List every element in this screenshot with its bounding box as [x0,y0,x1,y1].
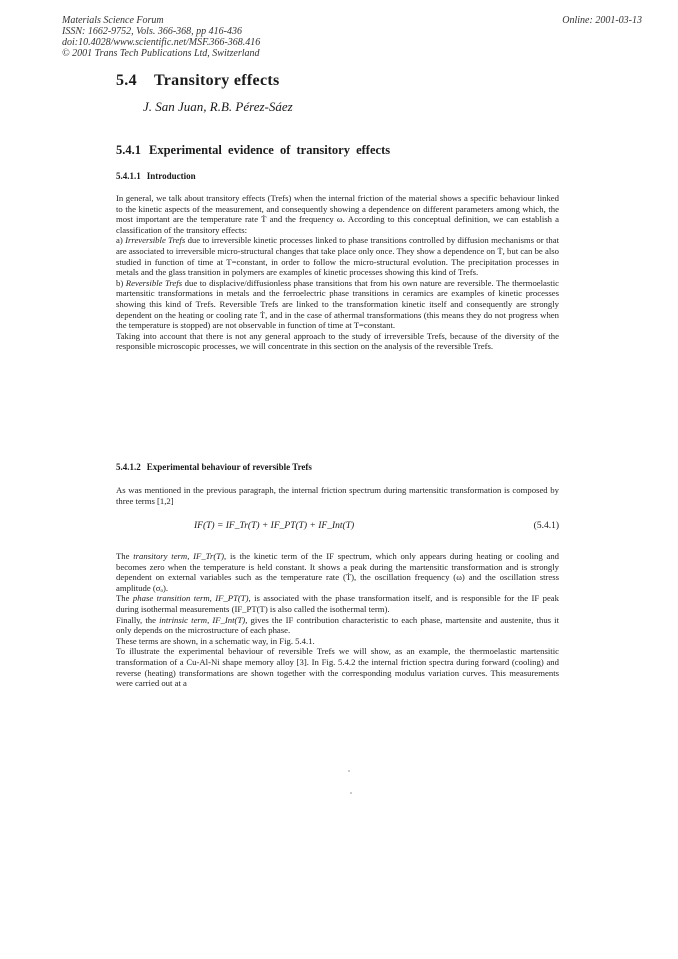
subsection-title [116,143,559,158]
paragraph: To illustrate the experimental behaviour of reversible Trefs we will show, as an example, the thermoelastic martensitic transformation of a Cu-Al-Ni shape memory alloy [3]. In Fig. 5.4.2 the internal friction spectra during forward (cooling) and reverse (heating) transformations are shown together with the corresponding modulus variation curves. This measurements were carried out at a [116,646,559,689]
term-text: due to irreversible kinetic processes linked to phase transitions controlled by diffusion mechanisms or that are associated to irreversible micro-structural changes that take place only once. They show a dependence on Ṫ, but can be also studied in function of time at T=constant, in order to follow the micro-structural evolution. The precipitation processes in metals and the glass transition in polymers are examples of kinetic processes showing this kind of Trefs. [116,235,560,278]
subsection-number: 5.4.1 [116,143,141,157]
term: transitory term, IF_Tr(T) [133,551,225,561]
journal-header [62,15,642,59]
heading-text: Introduction [146,171,196,181]
heading-introduction [116,171,559,181]
section-title [116,72,559,90]
term-text: due to displacive/diffusionless phase transitions that from his own nature are reversible. The thermoelastic martensitic transformations in metals and the ferroelectric phase transitions in ceramics are examples of kinetic processes showing this kind of Trefs. Reversible Trefs are linked to the transformation kinetic itself and consequently are strongly dependent on the heating or cooling rate Ṫ, and in the case of athermal transformations (this means they do not progress when the temperature is stopped) are not observable in function of time at T=constant. [116,277,559,331]
paragraph: Taking into account that there is not any general approach to the study of irreversible Trefs, because of the diversity of the responsible microscopic processes, we will concentrate in this section on the analysis of the reversible Trefs. [116,330,559,352]
term: phase transition term, IF_PT(T) [132,593,249,604]
equation-number: (5.4.1) [533,521,559,531]
paragraph: As was mentioned in the previous paragraph, the internal friction spectrum during martensitic transformation is composed by three terms [1,2] [116,485,559,506]
paragraph-transitory-term [116,551,559,593]
scan-speck [348,770,350,772]
copyright-line: © 2001 Trans Tech Publications Ltd, Switzerland [62,48,260,59]
term-text: , is associated with the phase transformation itself, and is responsible for the IF peak during isothermal measurements (IF_PT(T) is also called the isothermal term). [116,593,559,614]
heading-number: 5.4.1.2 [116,462,141,472]
term: intrinsic term, IF_Int(T) [159,614,246,625]
paragraph-phase-transition-term [116,593,559,614]
lead: The [116,551,134,561]
lead: Finally, the [116,614,160,625]
heading-number: 5.4.1.1 [116,171,141,181]
paragraph-intrinsic-term [116,615,559,636]
doi-line: doi:10.4028/www.scientific.net/MSF.366-368.416 [62,37,261,48]
section-number: 5.4 [116,72,137,89]
heading-text: Experimental behaviour of reversible Trefs [146,462,312,472]
issn-line: ISSN: 1662-9752, Vols. 366-368, pp 416-436 [62,26,242,37]
term-text: , is the kinetic term of the IF spectrum, which only appears during heating or cooling and becomes zero when the temperature is held constant. It shows a peak during the martensitic transformation and is strongly dependent on external variables such as the temperature rate (Ṫ), the oscillation frequency (ω) and the oscillation stress amplitude (σₒ). [116,551,560,593]
authors: J. San Juan, R.B. Pérez-Sáez [143,99,293,114]
term-text: , gives the IF contribution characteristic to each phase, martensite and austenite, thus it only depends on the microstructure of each phase. [116,614,560,636]
journal-name: Materials Science Forum [62,15,164,26]
section-title-text: Transitory effects [154,72,280,89]
online-date: Online: 2001-03-13 [562,15,642,26]
equation [194,521,559,531]
item-label: a) [116,235,126,246]
introduction-body [116,193,559,352]
scan-speck [350,792,352,794]
term: Reversible Trefs [125,277,183,288]
lead: The [116,593,133,604]
experimental-body [116,551,559,689]
heading-experimental [116,462,559,472]
term: Irreversible Trefs [125,235,186,246]
subsection-title-text: Experimental evidence of transitory effects [149,143,391,157]
paragraph-reversible [116,278,559,331]
paragraph: In general, we talk about transitory effects (Trefs) when the internal friction of the material shows a specific behaviour linked to the kinetic aspects of the measurement, and consequently showing a dependence on different parameters among which, the most important are the temperature rate Ṫ and the frequency ω. According to this conceptual definition, we can establish a classification of the transitory effects: [116,193,559,235]
equation-body: IF(T) = IF_Tr(T) + IF_PT(T) + IF_Int(T) [194,521,355,531]
item-label: b) [116,277,126,288]
paragraph-irreversible [116,235,559,277]
paragraph: These terms are shown, in a schematic way, in Fig. 5.4.1. [116,635,315,646]
